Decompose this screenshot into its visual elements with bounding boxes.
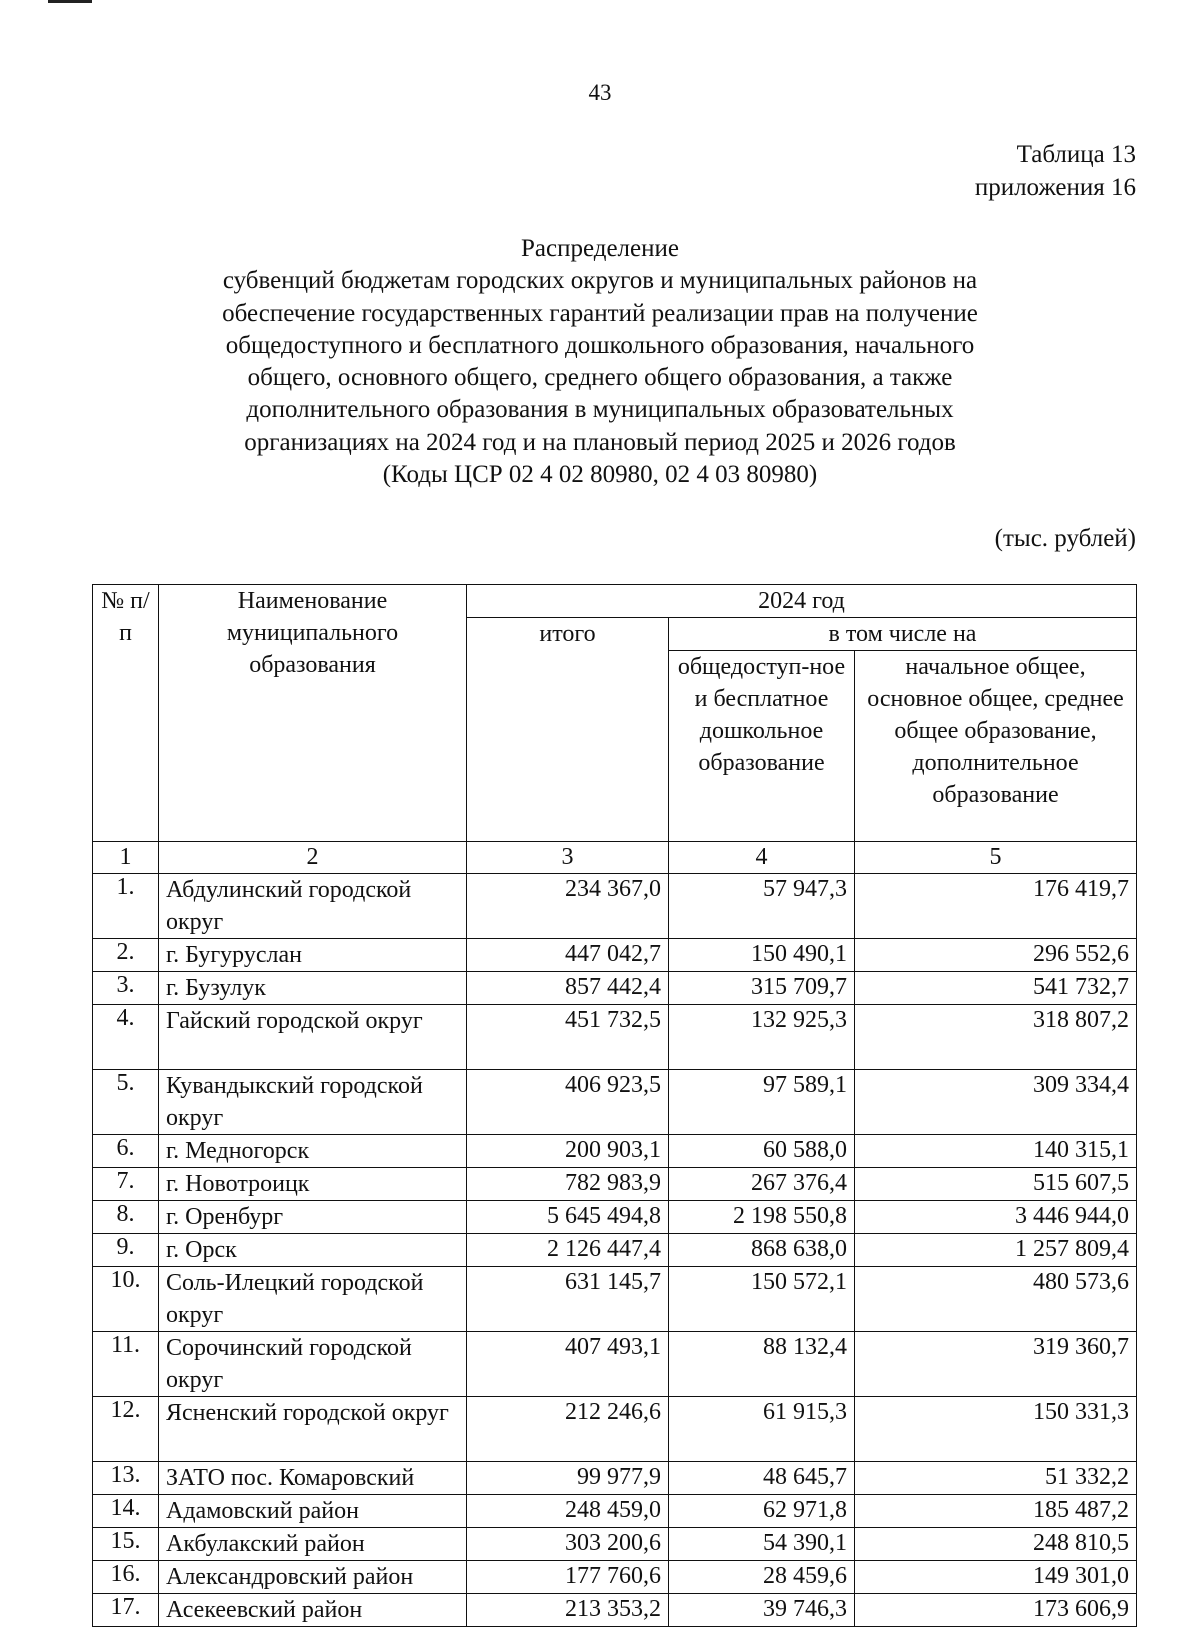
- general-value: 173 606,9: [855, 1594, 1137, 1627]
- preschool-value: 97 589,1: [669, 1070, 855, 1135]
- row-number: 8.: [93, 1201, 159, 1234]
- title-line: Распределение: [521, 235, 679, 262]
- title-line: общего, основного общего, среднего общего образования, а также: [247, 364, 953, 392]
- preschool-value: 267 376,4: [669, 1168, 855, 1201]
- subvention-table: [92, 584, 1137, 1627]
- table-row: [93, 972, 1137, 1005]
- row-number: 5.: [93, 1070, 159, 1135]
- column-number: 5: [855, 842, 1137, 874]
- preschool-value: 315 709,7: [669, 972, 855, 1005]
- total-value: 303 200,6: [467, 1528, 669, 1561]
- table-reference-line: приложения 16: [974, 174, 1136, 201]
- row-number: 12.: [93, 1397, 159, 1462]
- total-value: 99 977,9: [467, 1462, 669, 1495]
- table-row: [93, 939, 1137, 972]
- table-row: [93, 1462, 1137, 1495]
- preschool-value: 88 132,4: [669, 1332, 855, 1397]
- preschool-value: 60 588,0: [669, 1135, 855, 1168]
- total-value: 177 760,6: [467, 1561, 669, 1594]
- total-value: 5 645 494,8: [467, 1201, 669, 1234]
- general-value: 480 573,6: [855, 1267, 1137, 1332]
- table-row: [93, 874, 1137, 939]
- table-row: [93, 1495, 1137, 1528]
- general-value: 140 315,1: [855, 1135, 1137, 1168]
- municipality-name: г. Новотроицк: [159, 1168, 467, 1201]
- municipality-name: ЗАТО пос. Комаровский: [159, 1462, 467, 1495]
- total-value: 857 442,4: [467, 972, 669, 1005]
- table-row: [93, 1201, 1137, 1234]
- preschool-value: 132 925,3: [669, 1005, 855, 1070]
- total-value: 782 983,9: [467, 1168, 669, 1201]
- header-number: № п/п: [93, 585, 159, 842]
- preschool-value: 2 198 550,8: [669, 1201, 855, 1234]
- municipality-name: г. Орск: [159, 1234, 467, 1267]
- total-value: 212 246,6: [467, 1397, 669, 1462]
- municipality-name: Асекеевский район: [159, 1594, 467, 1627]
- column-numbers-row: [93, 842, 1137, 874]
- row-number: 14.: [93, 1495, 159, 1528]
- row-number: 2.: [93, 939, 159, 972]
- general-value: 515 607,5: [855, 1168, 1137, 1201]
- title-line: обеспечение государственных гарантий реализации прав на получение: [222, 299, 978, 327]
- preschool-value: 868 638,0: [669, 1234, 855, 1267]
- preschool-value: 150 572,1: [669, 1267, 855, 1332]
- municipality-name: Кувандыкский городской округ: [159, 1070, 467, 1135]
- column-number: 4: [669, 842, 855, 874]
- total-value: 234 367,0: [467, 874, 669, 939]
- general-value: 3 446 944,0: [855, 1201, 1137, 1234]
- header-including: в том числе на: [669, 618, 1137, 651]
- general-value: 176 419,7: [855, 874, 1137, 939]
- column-number: 1: [93, 842, 159, 874]
- total-value: 2 126 447,4: [467, 1234, 669, 1267]
- title-line: субвенций бюджетам городских округов и муниципальных районов на: [222, 267, 978, 295]
- preschool-value: 150 490,1: [669, 939, 855, 972]
- preschool-value: 39 746,3: [669, 1594, 855, 1627]
- scan-mark: [48, 0, 92, 3]
- row-number: 16.: [93, 1561, 159, 1594]
- title-line: (Коды ЦСР 02 4 02 80980, 02 4 03 80980): [382, 461, 818, 489]
- row-number: 3.: [93, 972, 159, 1005]
- general-value: 319 360,7: [855, 1332, 1137, 1397]
- municipality-name: Александровский район: [159, 1561, 467, 1594]
- general-value: 309 334,4: [855, 1070, 1137, 1135]
- table-row: [93, 1594, 1137, 1627]
- row-number: 10.: [93, 1267, 159, 1332]
- total-value: 213 353,2: [467, 1594, 669, 1627]
- document-title: [150, 233, 1050, 491]
- table-row: [93, 1528, 1137, 1561]
- page-number: 43: [588, 80, 612, 105]
- table-row: [93, 1135, 1137, 1168]
- total-value: 200 903,1: [467, 1135, 669, 1168]
- general-value: 248 810,5: [855, 1528, 1137, 1561]
- municipality-name: г. Медногорск: [159, 1135, 467, 1168]
- preschool-value: 48 645,7: [669, 1462, 855, 1495]
- general-value: 51 332,2: [855, 1462, 1137, 1495]
- total-value: 248 459,0: [467, 1495, 669, 1528]
- table-body: [93, 874, 1137, 1627]
- header-year: 2024 год: [467, 585, 1137, 618]
- row-number: 6.: [93, 1135, 159, 1168]
- title-line: общедоступного и бесплатного дошкольного образования, начального: [225, 331, 975, 359]
- municipality-name: Ясненский городской округ: [159, 1397, 467, 1462]
- row-number: 15.: [93, 1528, 159, 1561]
- preschool-value: 28 459,6: [669, 1561, 855, 1594]
- table-row: [93, 1070, 1137, 1135]
- table-row: [93, 1397, 1137, 1462]
- general-value: 296 552,6: [855, 939, 1137, 972]
- row-number: 11.: [93, 1332, 159, 1397]
- row-number: 13.: [93, 1462, 159, 1495]
- table-header: [93, 585, 1137, 874]
- general-value: 318 807,2: [855, 1005, 1137, 1070]
- row-number: 7.: [93, 1168, 159, 1201]
- municipality-name: Соль-Илецкий городской округ: [159, 1267, 467, 1332]
- preschool-value: 62 971,8: [669, 1495, 855, 1528]
- units-label: (тыс. рублей): [994, 525, 1136, 552]
- total-value: 451 732,5: [467, 1005, 669, 1070]
- table-reference-line: Таблица 13: [1016, 141, 1136, 168]
- total-value: 406 923,5: [467, 1070, 669, 1135]
- row-number: 9.: [93, 1234, 159, 1267]
- table-row: [93, 1005, 1137, 1070]
- preschool-value: 54 390,1: [669, 1528, 855, 1561]
- total-value: 407 493,1: [467, 1332, 669, 1397]
- preschool-value: 57 947,3: [669, 874, 855, 939]
- municipality-name: г. Бузулук: [159, 972, 467, 1005]
- row-number: 17.: [93, 1594, 159, 1627]
- table-reference: [975, 138, 1136, 204]
- municipality-name: г. Оренбург: [159, 1201, 467, 1234]
- table-row: [93, 1561, 1137, 1594]
- preschool-value: 61 915,3: [669, 1397, 855, 1462]
- general-value: 150 331,3: [855, 1397, 1137, 1462]
- general-value: 541 732,7: [855, 972, 1137, 1005]
- municipality-name: Абдулинский городской округ: [159, 874, 467, 939]
- header-name: Наименование муниципального образования: [159, 585, 467, 842]
- general-value: 149 301,0: [855, 1561, 1137, 1594]
- table-row: [93, 1267, 1137, 1332]
- title-line: организациях на 2024 год и на плановый период 2025 и 2026 годов: [244, 428, 956, 456]
- table-row: [93, 1332, 1137, 1397]
- header-total: итого: [467, 618, 669, 842]
- row-number: 1.: [93, 874, 159, 939]
- table-row: [93, 1234, 1137, 1267]
- total-value: 447 042,7: [467, 939, 669, 972]
- title-line: дополнительного образования в муниципальных образовательных: [246, 396, 954, 424]
- column-number: 3: [467, 842, 669, 874]
- row-number: 4.: [93, 1005, 159, 1070]
- header-general: начальное общее, основное общее, среднее общее образование, дополнительное образование: [855, 651, 1137, 842]
- municipality-name: г. Бугуруслан: [159, 939, 467, 972]
- table-row: [93, 1168, 1137, 1201]
- municipality-name: Акбулакский район: [159, 1528, 467, 1561]
- total-value: 631 145,7: [467, 1267, 669, 1332]
- column-number: 2: [159, 842, 467, 874]
- general-value: 1 257 809,4: [855, 1234, 1137, 1267]
- header-preschool: общедоступ-ное и бесплатное дошкольное образование: [669, 651, 855, 842]
- municipality-name: Адамовский район: [159, 1495, 467, 1528]
- general-value: 185 487,2: [855, 1495, 1137, 1528]
- municipality-name: Гайский городской округ: [159, 1005, 467, 1070]
- municipality-name: Сорочинский городской округ: [159, 1332, 467, 1397]
